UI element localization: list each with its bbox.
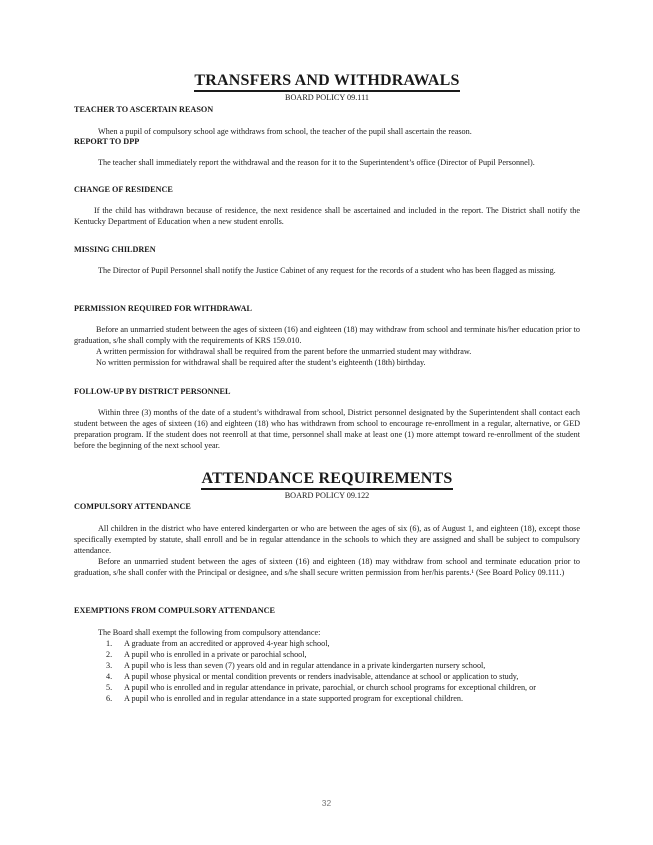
transfers-policy: BOARD POLICY 09.111 [285,93,369,102]
para-change-residence: If the child has withdrawn because of residence, the next residence shall be ascertained and included in the report. The District shall notify the Kentucky Department of Education when a new student enrolls. [74,206,580,226]
para-compulsory-attendance: All children in the district who have entered kindergarten or who are between the ages of six (6), as of August 1, and eighteen (18), except those specifically exempted by statute, shall enroll and be in regular attendance in the schools to which they are assigned and shall be subject to compulsory attendance. [74,524,580,555]
heading-permission-withdrawal: PERMISSION REQUIRED FOR WITHDRAWAL [74,304,252,313]
heading-report-dpp: REPORT TO DPP [74,137,140,146]
para-no-permission: No written permission for withdrawal shall be required after the student’s eighteenth (18th) birthday. [96,358,426,367]
list-item: 6. A pupil who is enrolled and in regular attendance in a state supported program for exceptional children. [106,694,463,703]
transfers-title: TRANSFERS AND WITHDRAWALS [74,72,580,92]
heading-compulsory-attendance: COMPULSORY ATTENDANCE [74,502,191,511]
list-item: 3. A pupil who is less than seven (7) years old and in regular attendance in a private kindergarten nursery school, [106,661,486,670]
page-number: 32 [321,798,332,808]
para-teacher-reason: When a pupil of compulsory school age withdraws from school, the teacher of the pupil shall ascertain the reason. [98,127,472,136]
para-report-dpp: The teacher shall immediately report the withdrawal and the reason for it to the Superintendent’s office (Director of Pupil Personnel). [98,158,535,167]
para-permission-withdrawal: Before an unmarried student between the ages of sixteen (16) and eighteen (18) may withdraw from school and terminate his/her education prior to graduation, s/he shall comply with the requirements of KRS 159.010. [74,325,580,345]
para-follow-up: Within three (3) months of the date of a student’s withdrawal from school, District personnel designated by the Superintendent shall contact each student between the ages of sixteen (16) and eighteen (18) who has withdrawn from school to encourage re-enrollment in a regular, alternative, or GED preparation program. If the student does not reenroll at that time, personnel shall make at least one (1) more attempt toward re-enrollment of the student before the beginning of the next school year. [74,408,580,450]
list-item: 1. A graduate from an accredited or approved 4-year high school, [106,639,330,648]
list-item: 4. A pupil whose physical or mental condition prevents or renders inadvisable, attendance at school or application to study, [106,672,519,681]
attendance-policy: BOARD POLICY 09.122 [284,491,370,500]
para-written-permission: A written permission for withdrawal shall be required from the parent before the unmarried student may withdraw. [96,347,472,356]
attendance-title: ATTENDANCE REQUIREMENTS [74,470,580,490]
para-exemptions-intro: The Board shall exempt the following from compulsory attendance: [98,628,321,637]
exemptions-list [74,638,580,704]
heading-missing-children: MISSING CHILDREN [74,245,156,254]
para-compulsory-withdraw: Before an unmarried student between the ages of sixteen (16) and eighteen (18) may withdraw from school and terminate education prior to graduation, s/he shall confer with the Principal or designee, and s/he shall secure written permission from her/his parents.¹ (See Board Policy 09.111.) [74,557,580,577]
heading-follow-up: FOLLOW-UP BY DISTRICT PERSONNEL [74,387,231,396]
list-item: 2. A pupil who is enrolled in a private or parochial school, [106,650,307,659]
para-missing-children: The Director of Pupil Personnel shall notify the Justice Cabinet of any request for the records of a student who has been flagged as missing. [98,266,556,275]
heading-teacher-reason: TEACHER TO ASCERTAIN REASON [74,105,214,114]
heading-exemptions: EXEMPTIONS FROM COMPULSORY ATTENDANCE [74,606,275,615]
heading-change-residence: CHANGE OF RESIDENCE [74,185,173,194]
list-item: 5. A pupil who is enrolled and in regular attendance in private, parochial, or church school programs for exceptional children, or [106,683,536,692]
